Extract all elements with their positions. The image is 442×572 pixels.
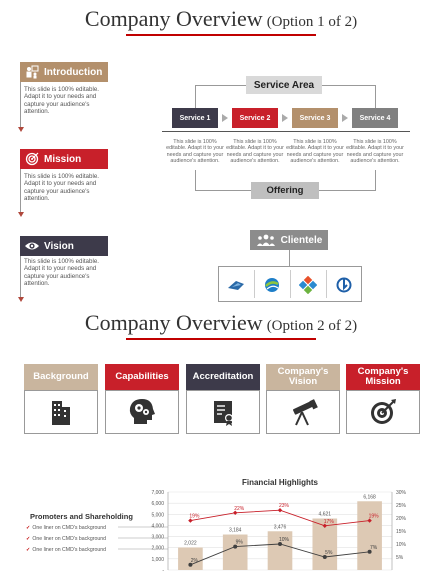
sidebar-item-mission <box>20 149 108 169</box>
logo-divider-2 <box>290 270 291 298</box>
y-tick-label: 3,000 <box>151 534 164 541</box>
service-area-drop-left <box>195 85 196 108</box>
y-tick-label: 6,000 <box>151 501 164 508</box>
section1-subtitle: (Option 1 of 2) <box>266 14 358 30</box>
bar-value-label: 6,168 <box>363 494 376 501</box>
client-logo-4-icon <box>332 274 356 296</box>
card-company-mission-body <box>346 390 420 434</box>
y2-tick-label: 20% <box>396 516 407 522</box>
building-icon <box>46 397 76 427</box>
service-area-line-right <box>322 85 375 86</box>
logo-divider-3 <box>326 270 327 298</box>
bar-value-label: 3,184 <box>228 527 242 534</box>
section1-title: Company Overview <box>84 6 263 31</box>
line-value-label: 23% <box>278 503 290 510</box>
card-background-body <box>24 390 98 434</box>
card-accreditation-body <box>186 390 260 434</box>
line-value-label: 19% <box>368 513 379 520</box>
logo-divider-1 <box>254 270 255 298</box>
target-icon <box>24 151 40 167</box>
clientele-stem <box>289 250 290 266</box>
promoter-text: One liner on CMD's background <box>32 525 107 531</box>
page-title-2 <box>0 310 442 336</box>
head-gears-icon <box>126 396 158 428</box>
y2-tick-label: 10% <box>396 542 407 548</box>
y-tick-label: - <box>162 568 164 572</box>
card-capabilities-body <box>105 390 179 434</box>
service-1-text: This slide is 100% editable. Adapt it to your needs and capture your audience's attention. <box>166 139 224 165</box>
clientele-strip-top <box>218 266 362 267</box>
line-value-label: 17% <box>323 518 334 525</box>
target-icon <box>368 397 398 427</box>
client-logo-1-icon <box>224 274 248 296</box>
title-underline-2 <box>126 338 316 340</box>
line-value-label: 10% <box>278 537 290 543</box>
group-icon <box>256 234 276 246</box>
offering-line-right <box>319 190 375 191</box>
y-tick-label: 1,000 <box>151 556 164 563</box>
chart-title: Financial Highlights <box>241 478 319 487</box>
check-icon: ✓ <box>26 536 31 542</box>
bar-value-label: 3,476 <box>273 524 287 531</box>
y2-tick-label: 30% <box>396 490 407 496</box>
service-area-box: Service Area <box>246 76 322 94</box>
client-logo-3-icon <box>296 274 320 296</box>
service-3-box: Service 3 <box>292 108 338 128</box>
sidebar-label: Introduction <box>44 66 103 78</box>
sidebar-arrow-1 <box>18 127 24 132</box>
sidebar-connector-1 <box>20 80 21 128</box>
bar-value-label: 4,621 <box>318 511 332 518</box>
service-4-text: This slide is 100% editable. Adapt it to your needs and capture your audience's attention. <box>346 139 404 165</box>
service-area-line-left <box>195 85 246 86</box>
y-tick-label: 2,000 <box>151 545 164 552</box>
section2-subtitle: (Option 2 of 2) <box>266 318 358 334</box>
bar-value-label: 2,022 <box>184 540 197 547</box>
promoter-text: One liner on CMD's background <box>32 547 107 553</box>
clientele-box <box>250 230 328 250</box>
offering-rise-left <box>195 170 196 191</box>
card-company-vision-header: Company's Vision <box>266 364 340 390</box>
people-board-icon <box>24 64 40 80</box>
service-baseline <box>162 131 410 132</box>
line-value-label: 22% <box>234 505 245 512</box>
bar <box>357 501 382 570</box>
y2-tick-label: 5% <box>396 555 404 561</box>
offering-line-left <box>195 190 251 191</box>
clientele-label: Clientele <box>280 234 323 246</box>
eye-icon <box>24 238 40 254</box>
line-value-label: 19% <box>189 513 200 520</box>
line-value-label: 9% <box>235 539 243 546</box>
y2-tick-label: 15% <box>396 529 407 535</box>
sidebar-connector-3 <box>20 254 21 298</box>
service-2-box: Service 2 <box>232 108 278 128</box>
y-tick-label: 4,000 <box>151 523 164 530</box>
sidebar-item-introduction <box>20 62 108 82</box>
service-3-text: This slide is 100% editable. Adapt it to your needs and capture your audience's attention. <box>286 139 344 165</box>
service-area-drop-right <box>375 85 376 108</box>
service-4-box: Service 4 <box>352 108 398 128</box>
card-background-header: Background <box>24 364 98 390</box>
telescope-icon <box>287 397 319 427</box>
sidebar-arrow-3 <box>18 297 24 302</box>
sidebar-text: This slide is 100% editable. Adapt it to your needs and capture your audience's attention. <box>24 258 99 288</box>
check-icon: ✓ <box>26 525 31 531</box>
service-arrow-3 <box>342 114 348 122</box>
offering-box: Offering <box>251 182 319 199</box>
financial-highlights-chart <box>0 440 442 572</box>
service-1-box: Service 1 <box>172 108 218 128</box>
check-icon: ✓ <box>26 547 31 553</box>
sidebar-connector-2 <box>20 167 21 213</box>
y-tick-label: 5,000 <box>151 512 164 519</box>
y2-tick-label: 25% <box>396 503 407 509</box>
certificate-icon <box>208 397 238 427</box>
line-value-label: 7% <box>369 544 378 551</box>
service-arrow-1 <box>222 114 228 122</box>
card-accreditation-header: Accreditation <box>186 364 260 390</box>
y-tick-label: 7,000 <box>151 490 164 496</box>
sidebar-item-vision <box>20 236 108 256</box>
sidebar-text: This slide is 100% editable. Adapt it to your needs and capture your audience's attention. <box>24 86 99 116</box>
sidebar-text: This slide is 100% editable. Adapt it to your needs and capture your audience's attention. <box>24 173 99 203</box>
line-value-label: 2% <box>190 557 199 564</box>
service-2-text: This slide is 100% editable. Adapt it to your needs and capture your audience's attention. <box>226 139 284 165</box>
promoter-text: One liner on CMD's background <box>32 536 107 542</box>
line-value-label: 5% <box>325 550 333 556</box>
service-arrow-2 <box>282 114 288 122</box>
sidebar-label: Vision <box>44 240 74 252</box>
offering-rise-right <box>375 170 376 191</box>
card-company-mission-header: Company's Mission <box>346 364 420 390</box>
title-underline-1 <box>126 34 316 36</box>
sidebar-label: Mission <box>44 153 82 165</box>
client-logo-2-icon <box>260 274 284 296</box>
page-title-1 <box>0 6 442 32</box>
sidebar-arrow-2 <box>18 212 24 217</box>
card-company-vision-body <box>266 390 340 434</box>
card-capabilities-header: Capabilities <box>105 364 179 390</box>
promoters-title: Promoters and Shareholding <box>30 512 133 521</box>
section2-title: Company Overview <box>84 310 263 335</box>
